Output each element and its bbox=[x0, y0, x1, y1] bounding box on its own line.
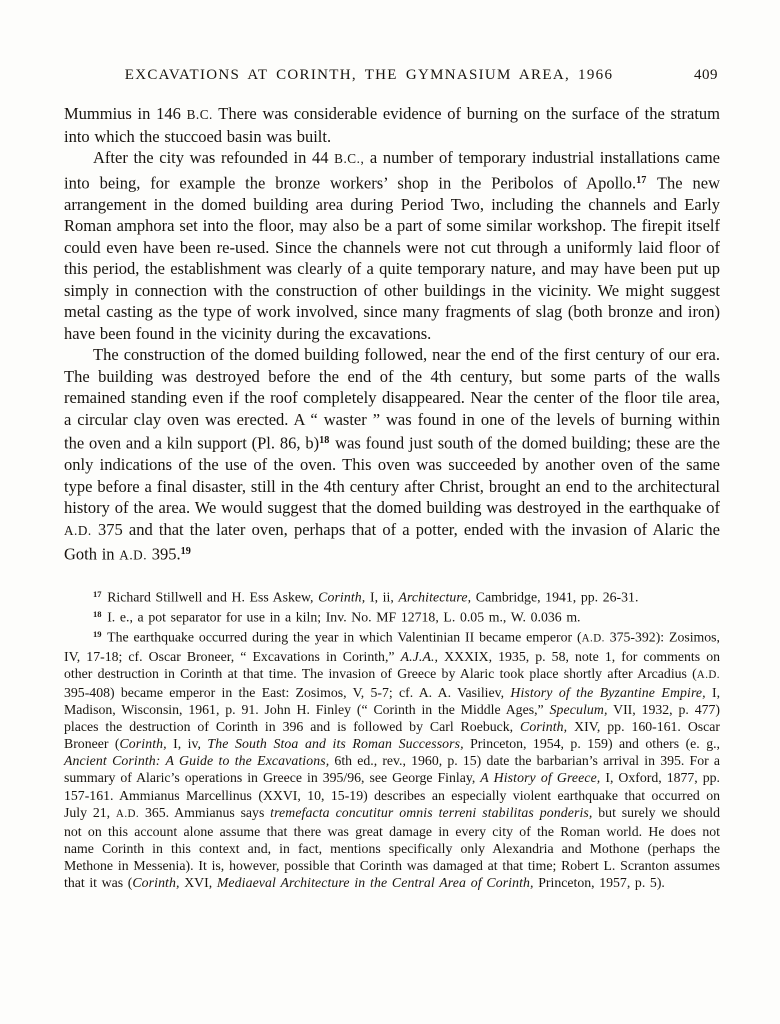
article-body bbox=[64, 103, 720, 566]
footnote-19: $^{19}$ The earthquake occurred during the year in which Valentinian II became emperor (A.D. 375-392): Zosimos, IV, 17-18; cf. Oscar Broneer, “ Excavations in Corinth,” A.J.A., XXXIX, 1935, p. 58, note 1, for comments on other destruction in Corinth at that time. The invasion of Greece by Alaric took place shortly after Arcadius (A.D. 395-408) became emperor in the East: Zosimos, V, 5-7; cf. A. A. Vasiliev, History of the Byzantine Empire, I, Madison, Wisconsin, 1961, p. 91. John H. Finley (“ Corinth in the Middle Ages,” Speculum, VII, 1932, p. 477) places the destruction of Corinth in 396 and is followed by Carl Roebuck, Corinth, XIV, pp. 160-161. Oscar Broneer (Corinth, I, iv, The South Stoa and its Roman Successors, Princeton, 1954, p. 159) and others (e. g., Ancient Corinth: A Guide to the Excavations, 6th ed., rev., 1960, p. 15) date the barbarian’s arrival in 395. For a summary of Alaric’s operations in Greece in 395/96, see George Finlay, A History of Greece, I, Oxford, 1877, pp. 157-161. Ammianus Marcellinus (XXVI, 10, 15-19) describes an especially violent earthquake that occurred on July 21, A.D. 365. Ammianus says tremefacta concutitur omnis terreni stabilitas ponderis, but surely we should not on this account alone assume that there was great damage in every city of the Roman world. He does not name Corinth in this context and, in fact, mentions specifically only Alexandria and Mothone (perhaps the Methone in Messenia). It is, however, possible that Corinth was damaged at that time; Robert L. Scranton assumes that it was (Corinth, XVI, Mediaeval Architecture in the Central Area of Corinth, Princeton, 1957, p. 5). bbox=[64, 628, 721, 890]
body-paragraph-2: After the city was refounded in 44 B.C., a number of temporary industrial installations came into being, for example the bronze workers’ shop in the Peribolos of Apollo.$^{17}$ The new arrangement in the domed building area during Period Two, including the channels and Early Roman amphora set into the floor, may also be a part of some similar workshop. The firepit itself could even have been re-used. Since the channels were not cut through a uniformly laid floor of this period, the establishment was clearly of a quite temporary nature, and may have been put up simply in connection with the construction of other buildings in the vicinity. We might suggest metal casting as the type of work involved, since many fragments of slag (both bronze and iron) have been found in the vicinity during the excavations. bbox=[64, 148, 721, 343]
running-head bbox=[64, 67, 720, 87]
running-head-title: EXCAVATIONS AT CORINTH, THE GYMNASIUM AREA, 1966 bbox=[124, 67, 614, 83]
footnotes-block bbox=[64, 586, 720, 891]
page-number: 409 bbox=[694, 67, 718, 83]
footnote-17: $^{17}$ Richard Stillwell and H. Ess Askew, Corinth, I, ii, Architecture, Cambridge, 1941, pp. 26-31. bbox=[93, 589, 639, 606]
body-paragraph-3: The construction of the domed building followed, near the end of the first century of our era. The building was destroyed before the end of the 4th century, but some parts of the walls remained standing even if the roof completely disappeared. Near the center of the floor tile area, a circular clay oven was erected. A “ waster ” was found in one of the levels of burning within the oven and a kiln support (Pl. 86, b)$^{18}$ was found just south of the domed building; these are the only indications of the use of the oven. This oven was succeeded by another oven of the same type before a final disaster, still in the 4th century after Christ, brought an end to the architectural history of the area. We would suggest that the domed building was destroyed in the earthquake of A.D. 375 and that the later oven, perhaps that of a potter, ended with the invasion of Alaric the Goth in A.D. 395.19 bbox=[64, 345, 720, 564]
body-paragraph-1: Mummius in 146 B.C. There was considerable evidence of burning on the surface of the stratum into which the stuccoed basin was built. bbox=[64, 104, 720, 146]
footnote-18: $^{18}$ I. e., a pot separator for use in a kiln; Inv. No. MF 12718, L. 0.05 m., W. 0.036 m. bbox=[93, 609, 581, 625]
